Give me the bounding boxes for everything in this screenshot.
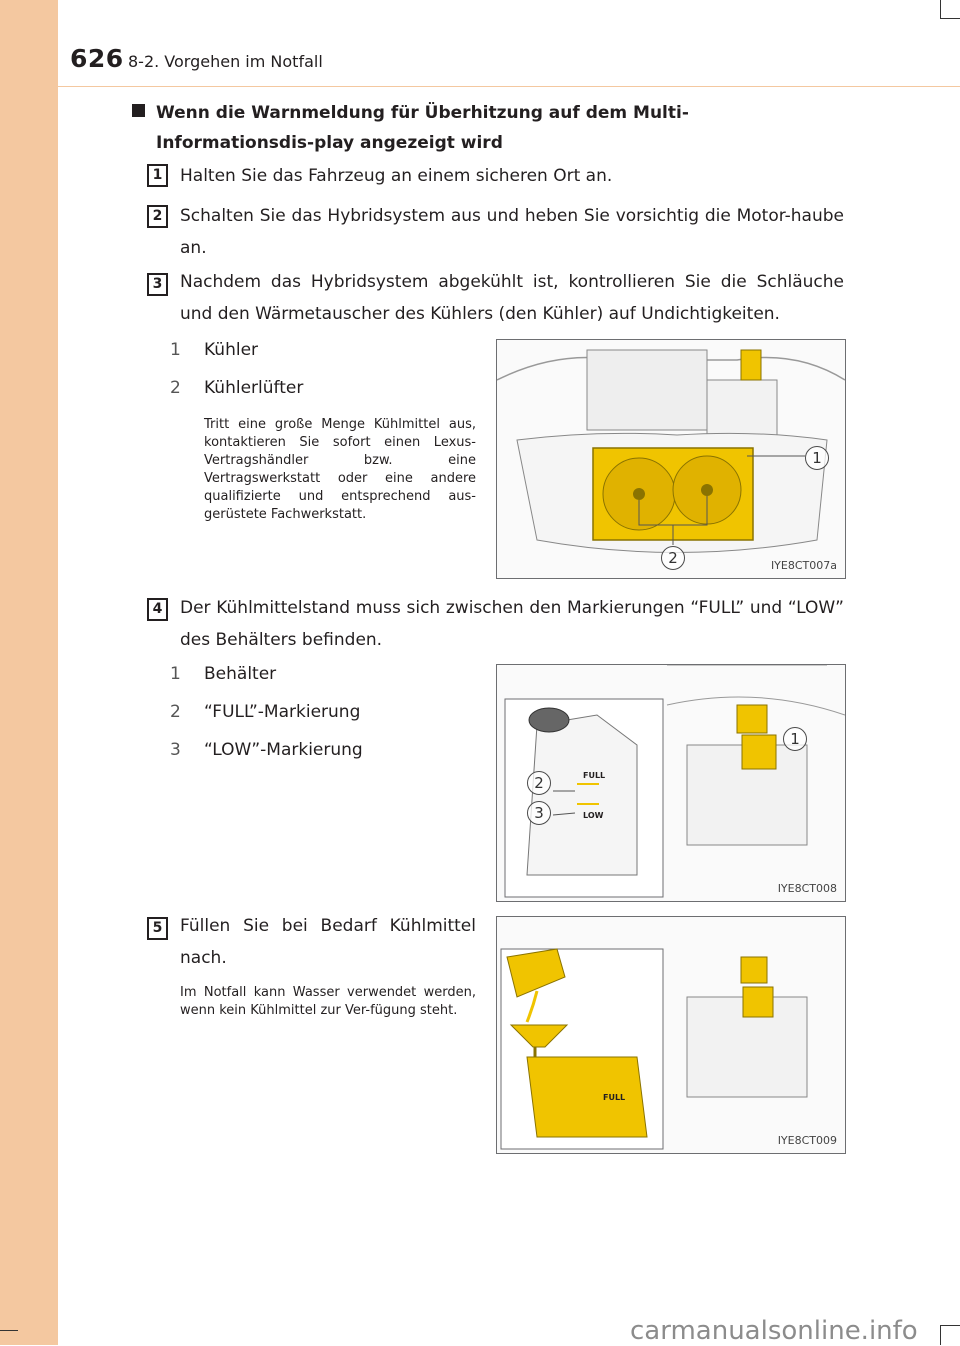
full-mark-label: FULL bbox=[583, 771, 606, 780]
figure-code: IYE8CT009 bbox=[777, 1134, 837, 1147]
step-number-badge: 5 bbox=[147, 917, 168, 940]
step-text: Der Kühlmittelstand muss sich zwischen den Markierungen “FULL” und “LOW” des Behälters befinden. bbox=[180, 598, 844, 650]
watermark: carmanualsonline.info bbox=[630, 1316, 918, 1346]
figure-code: IYE8CT007a bbox=[770, 559, 837, 572]
step-text: Schalten Sie das Hybridsystem aus und heben Sie vorsichtig die Motor-haube an. bbox=[180, 206, 844, 258]
item-number: 1 bbox=[170, 340, 181, 360]
item-label: Kühlerlüfter bbox=[204, 378, 304, 398]
step-number-badge: 2 bbox=[147, 205, 168, 228]
item-label: “FULL”-Markierung bbox=[204, 702, 361, 722]
callout-1: 1 bbox=[805, 446, 829, 470]
callout-3: 3 bbox=[527, 801, 551, 825]
heading-text: Wenn die Warnmeldung für Überhitzung auf dem Multi-Informationsdis-play angezeigt wird bbox=[156, 103, 689, 153]
coolant-refill-illustration bbox=[496, 916, 846, 1154]
low-mark-label: LOW bbox=[583, 811, 604, 820]
chapter-tab-sidebar bbox=[0, 0, 58, 1345]
crop-mark bbox=[940, 0, 941, 18]
crop-mark bbox=[940, 18, 960, 19]
step-number-badge: 1 bbox=[147, 164, 168, 187]
coolant-reservoir-illustration bbox=[496, 664, 846, 902]
full-mark-label: FULL bbox=[603, 1093, 626, 1102]
step-text: Halten Sie das Fahrzeug an einem sicheren Ort an. bbox=[180, 166, 613, 186]
callout-1: 1 bbox=[783, 727, 807, 751]
caution-note: Tritt eine große Menge Kühlmittel aus, kontaktieren Sie sofort einen Lexus-Vertragshändler bzw. eine Vertragswerkstatt oder eine andere qualifizierte und entsprechend aus-gerüstete Fachwerkstatt. bbox=[204, 417, 476, 522]
header-rule bbox=[58, 86, 960, 87]
callout-2: 2 bbox=[527, 771, 551, 795]
step-number-badge: 4 bbox=[147, 598, 168, 621]
figure-code: IYE8CT008 bbox=[777, 882, 837, 895]
step-number-badge: 3 bbox=[147, 273, 168, 296]
item-label: Behälter bbox=[204, 664, 277, 684]
engine-bay-drawing bbox=[497, 340, 845, 578]
item-number: 2 bbox=[170, 378, 181, 398]
bullet-square-icon bbox=[132, 104, 145, 117]
item-label: Kühler bbox=[204, 340, 259, 360]
crop-mark bbox=[940, 1325, 960, 1326]
crop-mark bbox=[0, 1330, 18, 1331]
item-number: 1 bbox=[170, 664, 181, 684]
crop-mark bbox=[940, 1325, 941, 1345]
radiator-illustration bbox=[496, 339, 846, 579]
page-number: 626 bbox=[70, 44, 124, 73]
step-text: Füllen Sie bei Bedarf Kühlmittel nach. bbox=[180, 916, 476, 968]
step-text: Nachdem das Hybridsystem abgekühlt ist, kontrollieren Sie die Schläuche und den Wärmetauscher des Kühlers (den Kühler) auf Undichtigkeiten. bbox=[180, 272, 844, 324]
item-label: “LOW”-Markierung bbox=[204, 740, 363, 760]
info-note: Im Notfall kann Wasser verwendet werden, wenn kein Kühlmittel zur Ver-fügung steht. bbox=[180, 985, 476, 1018]
refill-drawing bbox=[497, 917, 845, 1153]
section-title: 8-2. Vorgehen im Notfall bbox=[128, 52, 323, 71]
item-number: 3 bbox=[170, 740, 181, 760]
item-number: 2 bbox=[170, 702, 181, 722]
callout-2: 2 bbox=[661, 546, 685, 570]
